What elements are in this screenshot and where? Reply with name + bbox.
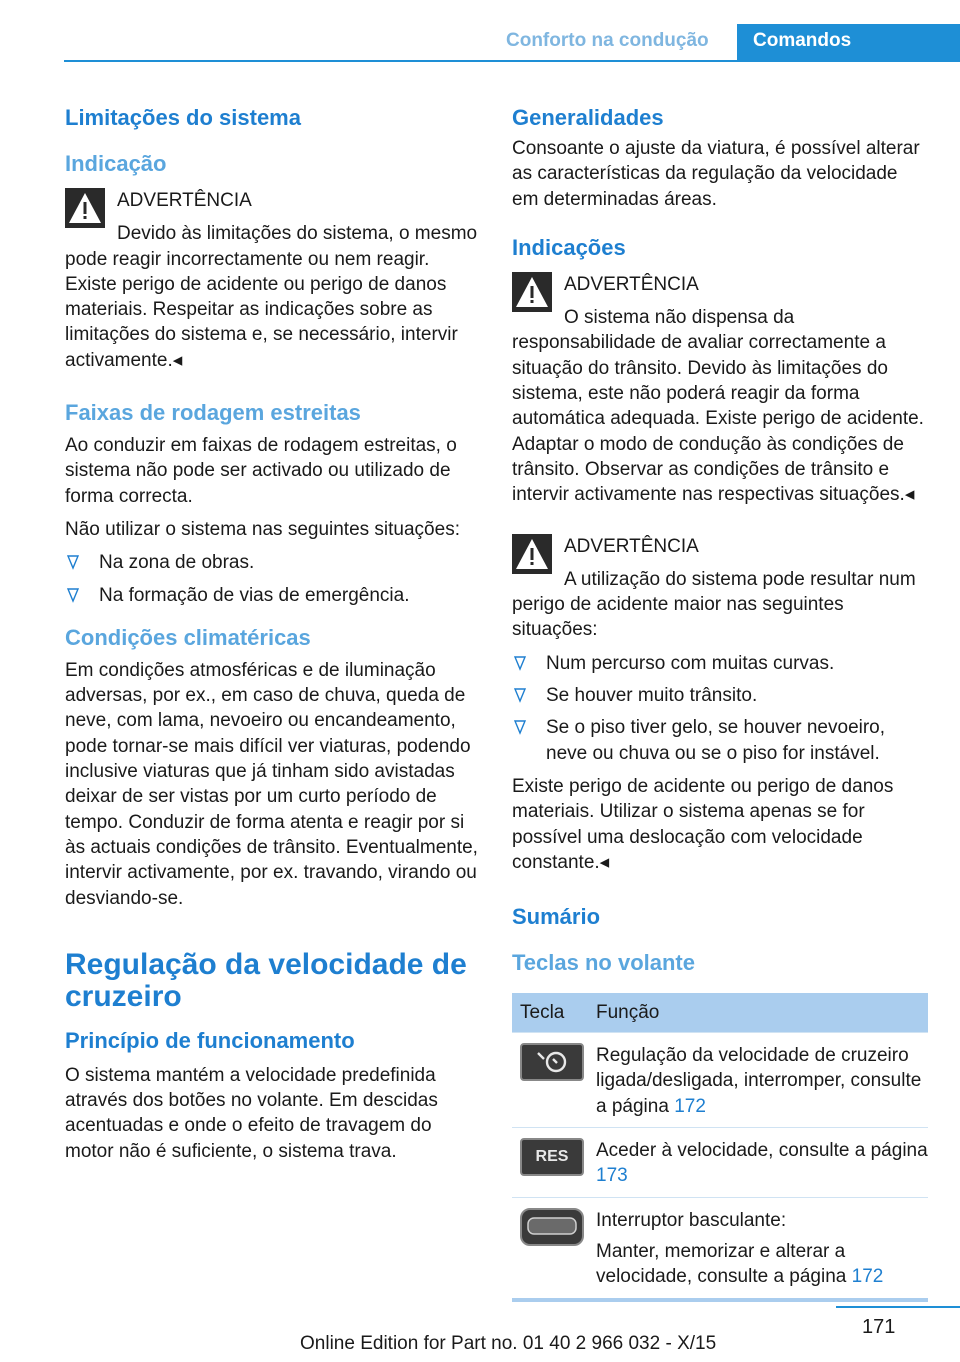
narrow-lanes-text: Ao conduzir em faixas de rodagem estreitas, o sistema não pode ser activado ou utilizado de forma correcta. xyxy=(65,435,457,507)
left-column xyxy=(65,100,481,1172)
bullet-triangle-icon xyxy=(67,554,79,570)
list-item: Se o piso tiver gelo, se houver nevoeiro, neve ou chuva ou se o piso for instável. xyxy=(512,715,928,766)
header-section-title: Conforto na condução xyxy=(506,30,709,51)
heading-principle: Princípio de funcionamento xyxy=(65,1027,355,1053)
header-chapter-tab: Comandos xyxy=(737,24,960,62)
page-link[interactable]: 172 xyxy=(851,1266,884,1288)
list-item: Na zona de obras. xyxy=(65,550,481,575)
heading-limitations: Limitações do sistema xyxy=(65,105,301,130)
general-text: Consoante o ajuste da viatura, é possível alterar as características da regulação da velocidade em determinadas áreas. xyxy=(512,138,920,210)
heading-general: Generalidades xyxy=(512,105,664,130)
table-row: Interruptor basculante: Manter, memorizar e alterar a velocidade, consulte a página 172 xyxy=(512,1198,928,1302)
page-link[interactable]: 173 xyxy=(596,1165,628,1187)
narrow-lanes-list xyxy=(65,550,481,608)
heading-narrow-lanes: Faixas de rodagem estreitas xyxy=(65,400,361,426)
heading-weather: Condições climatéricas xyxy=(65,624,311,650)
warning-icon xyxy=(65,188,105,228)
bullet-triangle-icon xyxy=(514,687,526,703)
list-item: Num percurso com muitas curvas. xyxy=(512,651,928,676)
footer-rule xyxy=(836,1306,960,1308)
principle-text: O sistema mantém a velocidade predefinida através dos botões no volante. Em descidas acentuadas e onde o efeito de travagem do motor não é suficiente, o sistema trava. xyxy=(65,1064,438,1162)
warning-block-3 xyxy=(512,534,928,643)
warning-icon xyxy=(512,534,552,574)
weather-text: Em condições atmosféricas e de iluminação adversas, por ex., em caso de chuva, queda de neve, com lama, nevoeiro ou encandeamento, pode tornar-se mais difícil ver viaturas, podendo inclusive viaturas que já tinham sido avistadas deixar de ser vistas por um curto período de tempo. Conduzir de forma atenta e reagir por si às actuais condições de trânsito. Eventualmente, intervir activamente, por ex. travando, virando ou desviando-se. xyxy=(65,659,478,909)
warning-title: ADVERTÊNCIA xyxy=(564,535,699,557)
bullet-triangle-icon xyxy=(514,719,526,735)
table-header-key: Tecla xyxy=(520,1002,565,1024)
heading-summary: Sumário xyxy=(512,904,601,930)
heading-steering-keys: Teclas no volante xyxy=(512,950,695,976)
bullet-triangle-icon xyxy=(514,655,526,671)
res-key-icon: RES xyxy=(520,1138,584,1176)
warning-text: A utilização do sistema pode resultar num perigo de acidente maior nas seguintes situações: xyxy=(512,568,916,641)
narrow-lanes-text-2: Não utilizar o sistema nas seguintes situações: xyxy=(65,518,460,540)
table-row: RES Aceder à velocidade, consulte a página 173 xyxy=(512,1128,928,1198)
rocker-switch-icon xyxy=(520,1208,584,1246)
list-item: Na formação de vias de emergência. xyxy=(65,583,481,608)
warning-icon xyxy=(512,272,552,312)
heading-indicacao: Indicação xyxy=(65,151,167,176)
header-rule xyxy=(64,60,960,62)
risk-situations-list xyxy=(512,651,928,766)
right-column xyxy=(512,100,928,1302)
steering-keys-table xyxy=(512,993,928,1301)
risk-conclusion-text: Existe perigo de acidente ou perigo de danos materiais. Utilizar o sistema apenas se for possível uma deslocação com velocidade constante.◂ xyxy=(512,775,894,873)
warning-text: O sistema não dispensa da responsabilidade de avaliar correctamente a situação do trânsito. Devido às limitações do sistema, este não poderá reagir da forma automática adequada. Existe perigo de acidente. Adaptar o modo de condução às condições de trânsito. Observar as condições de trânsito e intervir activamente nas respectivas situações.◂ xyxy=(512,307,924,506)
page-header xyxy=(0,0,960,62)
edition-footer: Online Edition for Part no. 01 40 2 966 032 - X/15 xyxy=(300,1333,717,1354)
cruise-control-on-off-icon xyxy=(520,1043,584,1081)
page-number: 171 xyxy=(862,1316,896,1338)
table-header-row xyxy=(512,993,928,1033)
table-header-function: Função xyxy=(596,1002,660,1024)
warning-title: ADVERTÊNCIA xyxy=(117,190,252,211)
table-row: Regulação da velocidade de cruzeiro ligada/desligada, interromper, consulte a página 172 xyxy=(512,1033,928,1128)
heading-cruise-control: Regulação da velocidade de cruzeiro xyxy=(65,947,467,1013)
warning-text: Devido às limitações do sistema, o mesmo pode reagir incorrectamente ou nem reagir. Existe perigo de acidente ou perigo de danos materiais. Respeitar as indicações sobre as limitações do sistema e, se necessário, intervir activamente.◂ xyxy=(65,223,478,371)
warning-title: ADVERTÊNCIA xyxy=(564,273,699,295)
warning-block-2 xyxy=(512,272,928,508)
warning-block-1 xyxy=(65,188,481,373)
list-item: Se houver muito trânsito. xyxy=(512,683,928,708)
bullet-triangle-icon xyxy=(67,587,79,603)
page-link[interactable]: 172 xyxy=(674,1095,706,1117)
heading-indications: Indicações xyxy=(512,234,626,260)
